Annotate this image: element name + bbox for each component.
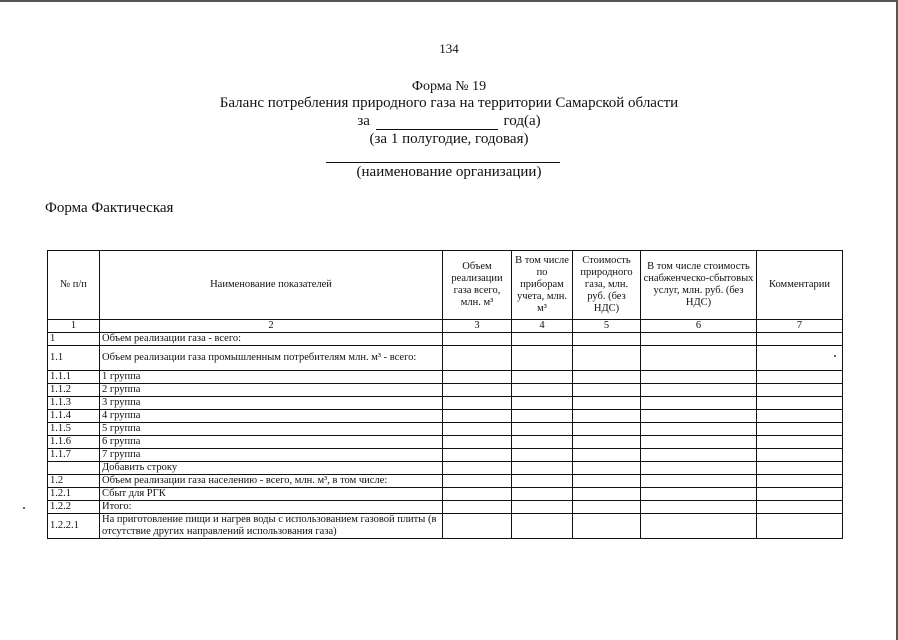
value-cell[interactable]	[573, 449, 641, 462]
value-cell[interactable]	[757, 384, 843, 397]
row-name: 6 группа	[100, 436, 443, 449]
table-row	[48, 346, 843, 371]
value-cell[interactable]	[512, 423, 573, 436]
page-number: 134	[439, 41, 459, 56]
table-row	[48, 475, 843, 488]
table-row	[48, 449, 843, 462]
value-cell[interactable]	[443, 449, 512, 462]
document-title: Баланс потребления природного газа на территории Самарской области	[219, 95, 679, 111]
value-cell[interactable]	[641, 384, 757, 397]
row-number: 1.1.2	[48, 384, 100, 397]
form-subtitle: Форма Фактическая	[45, 200, 174, 216]
value-cell[interactable]	[573, 397, 641, 410]
row-name: 5 группа	[100, 423, 443, 436]
row-number: 1.1.5	[48, 423, 100, 436]
page-border-top	[0, 0, 898, 2]
value-cell[interactable]	[641, 410, 757, 423]
year-line	[0, 113, 898, 130]
value-cell[interactable]	[573, 410, 641, 423]
value-cell[interactable]	[443, 346, 512, 371]
row-number: 1.1.7	[48, 449, 100, 462]
row-name: 2 группа	[100, 384, 443, 397]
table-row	[48, 384, 843, 397]
table-row	[48, 488, 843, 501]
value-cell[interactable]	[757, 333, 843, 346]
row-name: Объем реализации газа промышленным потребителям млн. м³ - всего:	[100, 346, 443, 371]
value-cell[interactable]	[443, 436, 512, 449]
table-row	[48, 501, 843, 514]
row-name: 4 группа	[100, 410, 443, 423]
row-name: Объем реализации газа населению - всего, млн. м³, в том числе:	[100, 475, 443, 488]
header-cell: Объем реализации газа всего, млн. м³	[443, 251, 512, 320]
column-number: 4	[512, 320, 573, 333]
row-number: 1.2	[48, 475, 100, 488]
header-cell: В том числе по приборам учета, млн. м³	[512, 251, 573, 320]
row-number: 1.1.4	[48, 410, 100, 423]
value-cell[interactable]	[443, 462, 512, 475]
value-cell[interactable]	[443, 423, 512, 436]
value-cell[interactable]	[757, 449, 843, 462]
form-number: Форма № 19	[411, 79, 487, 94]
value-cell[interactable]	[443, 397, 512, 410]
table-row	[48, 514, 843, 539]
value-cell[interactable]	[573, 514, 641, 539]
header-cell: Наименование показателей	[100, 251, 443, 320]
row-number: 1	[48, 333, 100, 346]
value-cell[interactable]	[573, 475, 641, 488]
row-name: Добавить строку	[100, 462, 443, 475]
value-cell[interactable]	[443, 371, 512, 384]
value-cell[interactable]	[757, 423, 843, 436]
table-row	[48, 423, 843, 436]
row-number	[48, 462, 100, 475]
column-number: 2	[100, 320, 443, 333]
row-number: 1.1.3	[48, 397, 100, 410]
row-name: Итого:	[100, 501, 443, 514]
row-name: Объем реализации газа - всего:	[100, 333, 443, 346]
value-cell[interactable]	[512, 333, 573, 346]
year-suffix: год(а)	[503, 113, 541, 129]
table-row	[48, 436, 843, 449]
row-name: Сбыт для РГК	[100, 488, 443, 501]
scan-speck	[834, 355, 836, 357]
row-name: 7 группа	[100, 449, 443, 462]
value-cell[interactable]	[512, 449, 573, 462]
column-number: 5	[573, 320, 641, 333]
value-cell[interactable]	[641, 514, 757, 539]
value-cell[interactable]	[757, 436, 843, 449]
value-cell[interactable]	[757, 475, 843, 488]
value-cell[interactable]	[757, 346, 843, 371]
value-cell[interactable]	[443, 488, 512, 501]
column-number: 6	[641, 320, 757, 333]
header-cell: В том числе стоимость снабженческо-сбытовых услуг, млн. руб. (без НДС)	[641, 251, 757, 320]
value-cell[interactable]	[573, 333, 641, 346]
value-cell[interactable]	[573, 423, 641, 436]
table-row	[48, 397, 843, 410]
balance-table	[47, 250, 843, 539]
value-cell[interactable]	[757, 488, 843, 501]
row-number: 1.1.6	[48, 436, 100, 449]
value-cell[interactable]	[512, 346, 573, 371]
value-cell[interactable]	[512, 488, 573, 501]
value-cell[interactable]	[512, 397, 573, 410]
value-cell[interactable]	[512, 410, 573, 423]
value-cell[interactable]	[573, 371, 641, 384]
value-cell[interactable]	[573, 346, 641, 371]
value-cell[interactable]	[757, 371, 843, 384]
value-cell[interactable]	[757, 514, 843, 539]
value-cell[interactable]	[443, 333, 512, 346]
header-cell: Стоимость природного газа, млн. руб. (без НДС)	[573, 251, 641, 320]
header-row	[48, 251, 843, 320]
value-cell[interactable]	[512, 462, 573, 475]
value-cell[interactable]	[573, 436, 641, 449]
value-cell[interactable]	[641, 333, 757, 346]
organization-note: (наименование организации)	[356, 164, 542, 180]
value-cell[interactable]	[512, 501, 573, 514]
value-cell[interactable]	[512, 514, 573, 539]
row-number: 1.1	[48, 346, 100, 371]
column-number: 1	[48, 320, 100, 333]
row-name: 1 группа	[100, 371, 443, 384]
value-cell[interactable]	[757, 462, 843, 475]
row-number: 1.2.2.1	[48, 514, 100, 539]
value-cell[interactable]	[573, 384, 641, 397]
value-cell[interactable]	[512, 475, 573, 488]
value-cell[interactable]	[641, 371, 757, 384]
value-cell[interactable]	[443, 501, 512, 514]
value-cell[interactable]	[641, 462, 757, 475]
value-cell[interactable]	[641, 488, 757, 501]
value-cell[interactable]	[641, 475, 757, 488]
value-cell[interactable]	[641, 449, 757, 462]
column-number: 7	[757, 320, 843, 333]
value-cell[interactable]	[573, 501, 641, 514]
header-cell: № п/п	[48, 251, 100, 320]
value-cell[interactable]	[512, 436, 573, 449]
table-row	[48, 410, 843, 423]
value-cell[interactable]	[443, 384, 512, 397]
row-number: 1.2.1	[48, 488, 100, 501]
year-prefix: за	[357, 113, 370, 129]
value-cell[interactable]	[443, 514, 512, 539]
value-cell[interactable]	[641, 397, 757, 410]
value-cell[interactable]	[641, 423, 757, 436]
period-note: (за 1 полугодие, годовая)	[369, 131, 529, 147]
value-cell[interactable]	[573, 488, 641, 501]
column-number: 3	[443, 320, 512, 333]
value-cell[interactable]	[512, 384, 573, 397]
value-cell[interactable]	[641, 436, 757, 449]
header-cell: Комментарии	[757, 251, 843, 320]
value-cell[interactable]	[641, 346, 757, 371]
organization-blank-line	[326, 162, 560, 163]
row-number: 1.1.1	[48, 371, 100, 384]
row-name: 3 группа	[100, 397, 443, 410]
table-row	[48, 371, 843, 384]
value-cell[interactable]	[641, 501, 757, 514]
value-cell[interactable]	[757, 410, 843, 423]
value-cell[interactable]	[512, 371, 573, 384]
scan-speck	[23, 507, 25, 509]
row-name: На приготовление пищи и нагрев воды с использованием газовой плиты (в отсутствие других направлений использования газа)	[100, 514, 443, 539]
year-blank-field	[376, 115, 498, 130]
table-row	[48, 333, 843, 346]
table-row	[48, 462, 843, 475]
row-number: 1.2.2	[48, 501, 100, 514]
column-number-row	[48, 320, 843, 333]
value-cell[interactable]	[443, 410, 512, 423]
value-cell[interactable]	[757, 501, 843, 514]
value-cell[interactable]	[443, 475, 512, 488]
value-cell[interactable]	[757, 397, 843, 410]
value-cell[interactable]	[573, 462, 641, 475]
